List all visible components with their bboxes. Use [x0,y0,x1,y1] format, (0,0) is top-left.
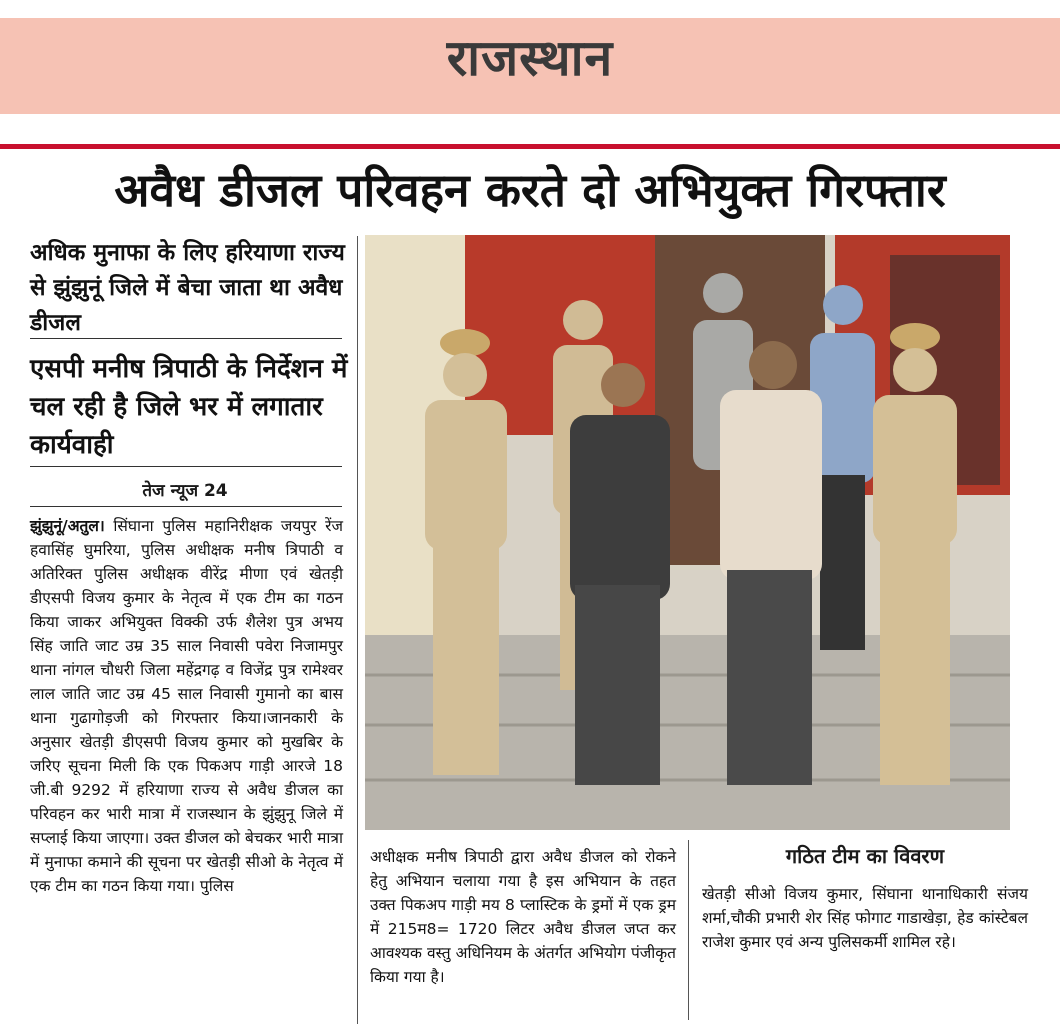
article-column-1 [30,514,343,898]
divider [30,466,342,467]
police-group-photo [365,235,1010,830]
column-divider [688,840,689,1020]
dateline: झुंझुनूं/अतुल। [30,517,105,535]
team-details: खेतड़ी सीओ विजय कुमार, सिंघाना थानाधिकारी संजय शर्मा,चौकी प्रभारी शेर सिंह फोगाट गाडाखेड़ा, हेड कांस्टेबल राजेश कुमार एवं अन्य पुलिसकर्मी शामिल रहे। [702,885,1028,951]
column-divider [357,236,358,1024]
headline: अवैध डीजल परिवहन करते दो अभियुक्त गिरफ्तार [114,163,946,217]
subhead-2: एसपी मनीष त्रिपाठी के निर्देशन में चल रही है जिले भर में लगातार कार्यवाही [30,354,348,460]
article-text-1: सिंघाना पुलिस महानिरीक्षक जयपुर रेंज हवासिंह घुमरिया, पुलिस अधीक्षक मनीष त्रिपाठी व अतिरिक्त पुलिस अधीक्षक वीरेंद्र मीणा एवं खेतड़ी डीएसपी विजय कुमार के नेतृत्व में एक टीम का गठन किया जाकर अभियुक्त विक्की उर्फ शैलेश पुत्र अभय सिंह जाति जाट उम्र 35 साल निवासी पवेरा निजामपुर थाना नांगल चौधरी जिला महेंद्रगढ़ व विजेंद्र पुत्र रामेश्वर लाल जाति जाट उम्र 45 साल निवासी गुमानो का बास थाना गुढागोड़जी को गिरफ्तार किया।जानकारी के अनुसार खेतड़ी डीएसपी विजय कुमार को मुखबिर के जरिए सूचना मिली कि एक पिकअप गाड़ी आरजे 18 जी.बी 9292 में हरियाणा राज्य से अवैध डीजल का परिवहन कर भारी मात्रा में राजस्थान के झुंझुनू जिले में सप्लाई किया जाएगा। उक्त डीजल को बेचकर भारी मात्रा में मुनाफा कमाने की सूचना पर खेतड़ी सीओ के नेतृत्व में एक टीम का गठन किया गया। पुलिस [30,517,343,895]
team-heading: गठित टीम का विवरण [785,844,945,868]
section-title: राजस्थान [446,29,614,87]
news-photo [365,235,1010,830]
subhead-1: अधिक मुनाफा के लिए हरियाणा राज्य से झुंझुनूं जिले में बेचा जाता था अवैध डीजल [30,240,345,336]
divider [30,338,342,339]
divider [30,506,342,507]
article-column-2: अधीक्षक मनीष त्रिपाठी द्वारा अवैध डीजल को रोकने हेतु अभियान चलाया गया है इस अभियान के तहत उक्त पिकअप गाड़ी मय 8 प्लास्टिक के ड्रमों में एक ड्रम में 215म8= 1720 लिटर अवैध डीजल जप्त कर आवश्यक वस्तु अधिनियम के अंतर्गत अभियोग पंजीकृत किया गया है। [370,848,676,986]
byline-source: तेज न्यूज 24 [142,481,228,501]
accent-rule [0,144,1060,149]
